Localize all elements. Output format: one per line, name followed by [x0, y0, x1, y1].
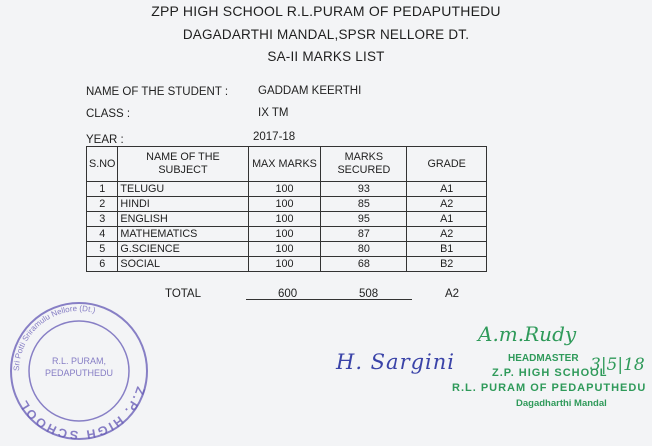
headmaster-signature: A.m.Rudy	[478, 322, 577, 346]
hm-stamp-line1: HEADMASTER	[508, 353, 579, 364]
class-value: IX TM	[258, 107, 289, 119]
table-row	[87, 197, 487, 212]
table-row	[87, 257, 487, 272]
stamp-outer-text: Z.P. HIGH SCHOOL	[15, 384, 148, 443]
cell-subject: MATHEMATICS	[118, 227, 248, 242]
cell-secured: 85	[321, 197, 407, 212]
cell-grade: B2	[407, 257, 487, 272]
cell-subject: HINDI	[118, 197, 248, 212]
total-max: 600	[278, 288, 298, 300]
year-label: YEAR :	[86, 134, 124, 146]
cell-grade: A2	[407, 227, 487, 242]
cell-subject: TELUGU	[118, 182, 248, 197]
student-name-label: NAME OF THE STUDENT :	[86, 86, 229, 98]
student-name-value: GADDAM KEERTHI	[258, 85, 362, 97]
cell-sno: 5	[87, 242, 118, 257]
stamp-side-text: Sri Potti Sriramulu Nellore (Dt.)	[11, 303, 97, 372]
cell-subject: G.SCIENCE	[118, 242, 248, 257]
headmaster-date: 3|5|18	[590, 355, 645, 375]
stamp-inner-line1: R.L. PURAM,	[51, 356, 107, 366]
hm-stamp-line3: R.L. PURAM OF PEDAPUTHEDU	[452, 382, 647, 394]
hm-stamp-line4: Dagadharthi Mandal	[516, 398, 607, 409]
cell-grade: A1	[407, 212, 487, 227]
cell-grade: A2	[407, 197, 487, 212]
total-grade: A2	[445, 288, 460, 300]
marks-table	[86, 146, 487, 272]
document-title: SA-II MARKS LIST	[267, 49, 385, 64]
school-stamp	[4, 296, 154, 446]
cell-sno: 2	[87, 197, 118, 212]
cell-subject: SOCIAL	[118, 257, 248, 272]
col-header-subject: NAME OF THE SUBJECT	[118, 147, 248, 182]
table-header-row	[87, 147, 487, 182]
mandal-line: DAGADARTHI MANDAL,SPSR NELLORE DT.	[182, 27, 470, 42]
table-row	[87, 182, 487, 197]
cell-sno: 1	[87, 182, 118, 197]
stamp-inner-line2: PEDAPUTHEDU	[44, 368, 114, 378]
cell-max: 100	[248, 212, 321, 227]
table-row	[87, 242, 487, 257]
cell-max: 100	[248, 227, 321, 242]
cell-sno: 3	[87, 212, 118, 227]
col-header-secured: MARKS SECURED	[321, 147, 407, 182]
cell-grade: B1	[407, 242, 487, 257]
cell-subject: ENGLISH	[118, 212, 248, 227]
cell-secured: 87	[321, 227, 407, 242]
total-secured: 508	[359, 288, 379, 300]
total-underline	[246, 299, 412, 300]
cell-grade: A1	[407, 182, 487, 197]
cell-sno: 6	[87, 257, 118, 272]
cell-max: 100	[248, 197, 321, 212]
cell-max: 100	[248, 257, 321, 272]
cell-secured: 93	[321, 182, 407, 197]
cell-sno: 4	[87, 227, 118, 242]
cell-secured: 68	[321, 257, 407, 272]
table-row	[87, 212, 487, 227]
col-header-grade: GRADE	[407, 147, 487, 182]
col-header-sno: S.NO	[87, 147, 118, 182]
col-header-max: MAX MARKS	[248, 147, 321, 182]
table-row	[87, 227, 487, 242]
cell-secured: 80	[321, 242, 407, 257]
hm-stamp-line2: Z.P. HIGH SCHOOL	[492, 367, 608, 379]
total-label: TOTAL	[165, 288, 201, 300]
teacher-signature: H. Sargini	[336, 350, 456, 374]
class-label: CLASS :	[86, 108, 131, 120]
school-name: ZPP HIGH SCHOOL R.L.PURAM OF PEDAPUTHEDU	[151, 3, 501, 19]
cell-max: 100	[248, 182, 321, 197]
year-value: 2017-18	[253, 131, 296, 143]
cell-max: 100	[248, 242, 321, 257]
cell-secured: 95	[321, 212, 407, 227]
